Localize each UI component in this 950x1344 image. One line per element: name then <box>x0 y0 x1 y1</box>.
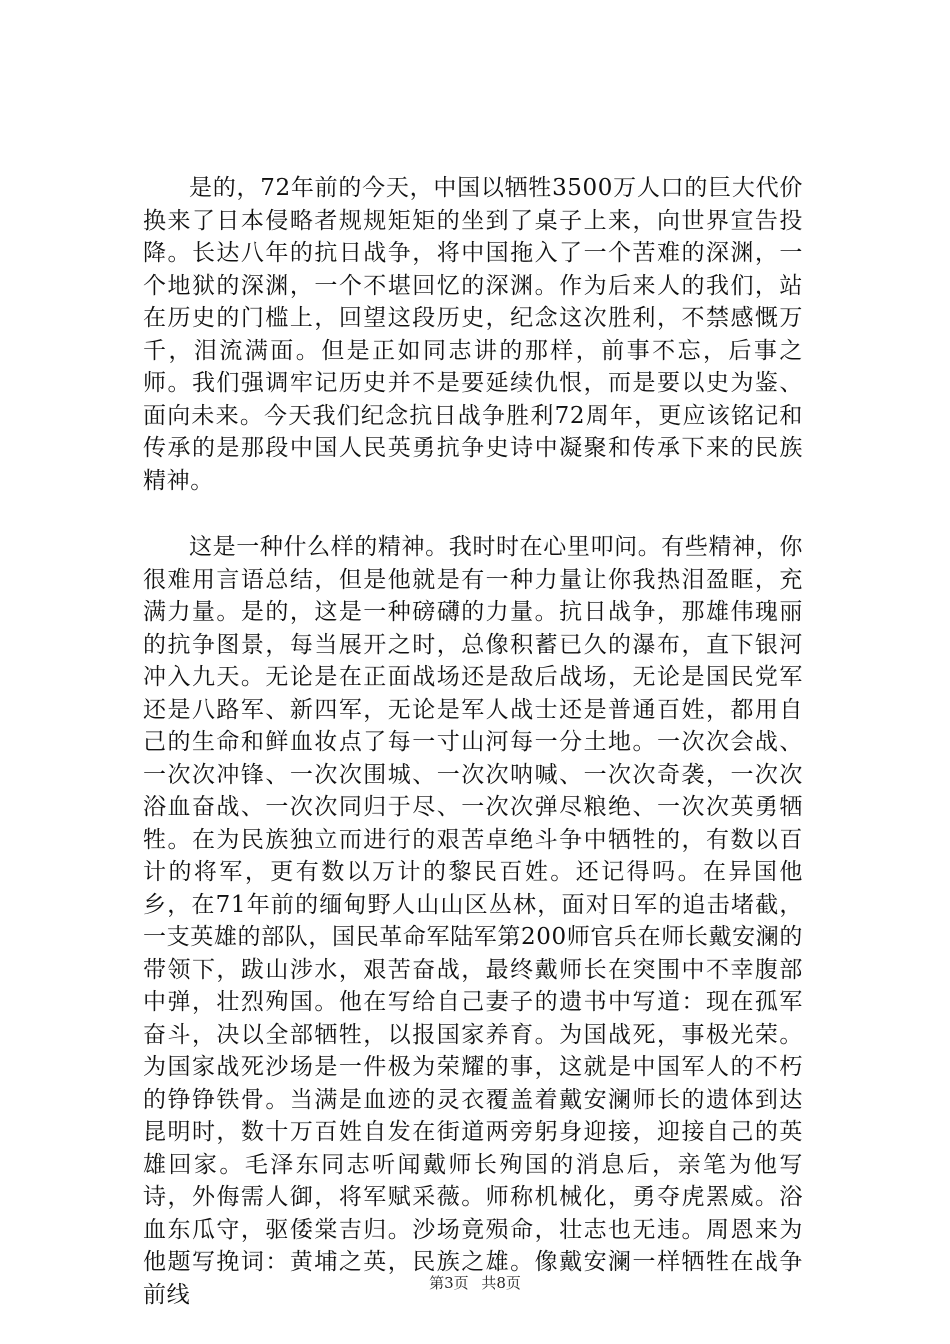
page-total: 共8页 <box>481 1274 521 1292</box>
paragraph-2: 这是一种什么样的精神。我时时在心里叩问。有些精神，你很难用言语总结，但是他就是有一种力量让你我热泪盈眶，充满力量。是的，这是一种磅礴的力量。抗日战争，那雄伟瑰丽的抗争图景，每当展开之时，总像积蓄已久的瀑布，直下银河冲入九天。无论是在正面战场还是敌后战场，无论是国民党军还是八路军、新四军，无论是军人战士还是普通百姓，都用自己的生命和鲜血妆点了每一寸山河每一分土地。一次次会战、一次次冲锋、一次次围城、一次次呐喊、一次次奇袭，一次次浴血奋战、一次次同归于尽、一次次弹尽粮绝、一次次英勇牺牲。在为民族独立而进行的艰苦卓绝斗争中牺牲的，有数以百计的将军，更有数以万计的黎民百姓。还记得吗。在异国他乡，在71年前的缅甸野人山山区丛林，面对日军的追击堵截，一支英雄的部队，国民革命军陆军第200师官兵在师长戴安澜的带领下，跋山涉水，艰苦奋战，最终戴师长在突围中不幸腹部中弹，壮烈殉国。他在写给自己妻子的遗书中写道：现在孤军奋斗，决以全部牺牲，以报国家养育。为国战死，事极光荣。为国家战死沙场是一件极为荣耀的事，这就是中国军人的不朽的铮铮铁骨。当满是血迹的灵衣覆盖着戴安澜师长的遗体到达昆明时，数十万百姓自发在街道两旁躬身迎接，迎接自己的英雄回家。毛泽东同志听闻戴师长殉国的消息后，亲笔为他写诗，外侮需人御，将军赋采薇。师称机械化，勇夺虎罴威。浴血东瓜守，驱倭棠吉归。沙场竟殒命，壮志也无违。周恩来为他题写挽词：黄埔之英，民族之雄。像戴安澜一样牺牲在战争前线 <box>143 534 803 1308</box>
page-footer <box>0 1272 950 1293</box>
paragraph-1: 是的，72年前的今天，中国以牺牲3500万人口的巨大代价换来了日本侵略者规规矩矩的坐到了桌子上来，向世界宣告投降。长达八年的抗日战争，将中国拖入了一个苦难的深渊，一个地狱的深渊，一个不堪回忆的深渊。作为后来人的我们，站在历史的门槛上，回望这段历史，纪念这次胜利，不禁感慨万千，泪流满面。但是正如同志讲的那样，前事不忘，后事之师。我们强调牢记历史并不是要延续仇恨，而是要以史为鉴、面向未来。今天我们纪念抗日战争胜利72周年，更应该铭记和传承的是那段中国人民英勇抗争史诗中凝聚和传承下来的民族精神。 <box>143 175 803 494</box>
page-number: 第3页 <box>429 1274 469 1292</box>
document-body <box>143 172 803 1311</box>
